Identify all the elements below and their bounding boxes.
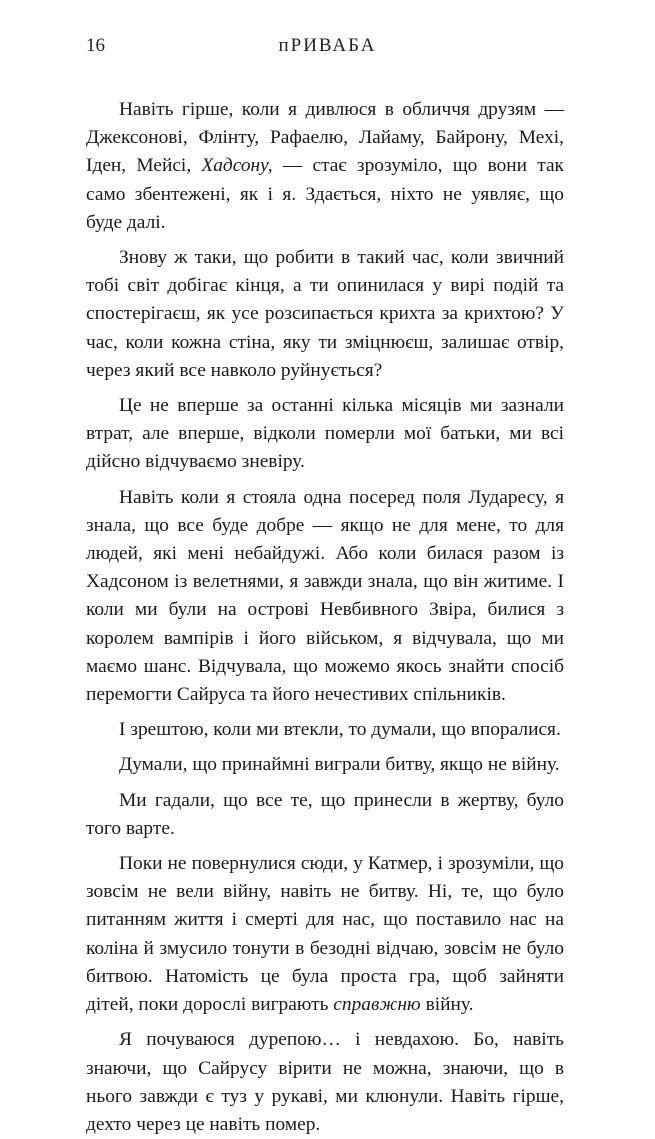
paragraph: Поки не повернулися сюди, у Катмер, і зрозуміли, що зовсім не вели війну, навіть не битву. Ні, те, що було питанням життя і смерті для нас, що поставило нас на коліна й змусило тонути в безодні відчаю, зовсім не було битвою. Натомість це була проста гра, щоб зайняти дітей, поки дорослі виграють справжню війну. xyxy=(86,853,564,1016)
paragraph: І зрештою, коли ми втекли, то думали, що впоралися. xyxy=(119,719,561,741)
body-text xyxy=(86,96,564,1139)
paragraph: Навіть коли я стояла одна посеред поля Лударесу, я знала, що все буде добре — якщо не для мене, то для людей, які мені небайдужі. Або коли билася разом із Хадсоном із велетнями, я завжди знала, що він житиме. І коли ми були на острові Невбивного Звіра, билися з королем вампірів і його військом, я відчувала, що ми маємо шанс. Відчувала, що можемо якось знайти спосіб перемогти Сайруса та його нечестивих спільників. xyxy=(86,486,564,706)
paragraph: Я почуваюся дурепою… і невдахою. Бо, навіть знаючи, що Сайрусу вірити не можна, знаючи, що в нього завжди є туз у рукаві, ми клюнули. Навіть гірше, дехто через це навіть помер. xyxy=(86,1029,564,1135)
paragraph: Ми гадали, що все те, що принесли в жертву, було того варте. xyxy=(86,789,564,839)
page-header xyxy=(0,35,655,59)
emphasis: справжню xyxy=(333,994,421,1016)
paragraph: Знову ж таки, що робити в такий час, коли звичний тобі світ добігає кінця, а ти опинилася у вирі подій та спостерігаєш, як усе розсипається крихта за крихтою? У час, коли кожна стіна, яку ти зміцнюєш, залишає отвір, через який все навколо руйнується? xyxy=(86,247,564,381)
paragraph: Думали, що принаймні виграли битву, якщо не війну. xyxy=(119,754,560,776)
paragraph: Це не вперше за останні кілька місяців ми зазнали втрат, але вперше, відколи померли мої батьки, ми всі дійсно відчуваємо зневіру. xyxy=(86,395,564,473)
running-title: пРИВАБА xyxy=(278,35,377,56)
emphasis: Хадсону, xyxy=(201,155,273,177)
page-number: 16 xyxy=(86,35,105,56)
paragraph: Навіть гірше, коли я дивлюся в обличчя друзям — Джексонові, Флінту, Рафаелю, Лайаму, Байрону, Мехі, Іден, Мейсі, Хадсону, — стає зрозуміло, що вони так само збентежені, як і я. Здається, ніхто не уявляє, що буде далі. xyxy=(86,99,564,233)
